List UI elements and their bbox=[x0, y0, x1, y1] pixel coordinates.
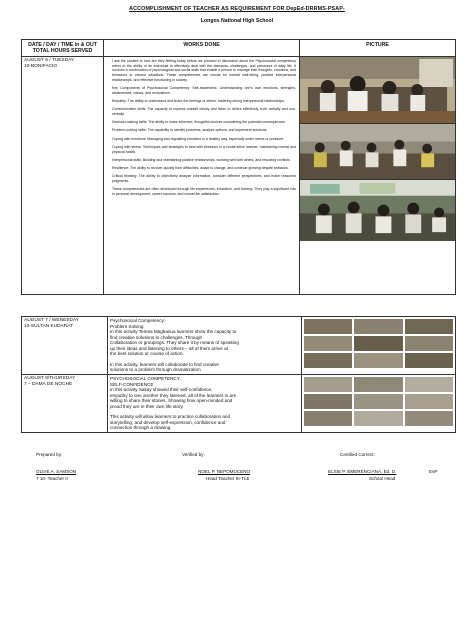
activity-text: the best solution or course of action. bbox=[110, 351, 184, 356]
works-done-cell bbox=[104, 57, 300, 295]
header-picture: PICTURE bbox=[300, 40, 456, 57]
collage-photo bbox=[354, 394, 402, 409]
activity-text: Collaboration or groupings. They share it by means of speaking bbox=[110, 340, 239, 345]
certified-by-name: ELSIE P. EMERENCIANA, Ed. D. bbox=[328, 469, 397, 474]
picture-cell bbox=[302, 317, 456, 375]
works-done-cell bbox=[108, 375, 302, 433]
accomplishment-table-continued bbox=[21, 316, 456, 433]
verified-by-role: Head Teacher III-TLE bbox=[206, 476, 250, 481]
section-line: 7 – DAMA DE NOCHE bbox=[24, 381, 73, 387]
section-line: 10-BONIFACIO bbox=[24, 63, 58, 69]
document-title: ACCOMPLISHMENT OF TEACHER AS REQUIREMENT FOR DepEd-DRRMS-PSAP- bbox=[129, 6, 345, 12]
competency-title: SELF-CONFIDENCE bbox=[110, 381, 154, 387]
header-works-done: WORKS DONE bbox=[104, 40, 300, 57]
picture-cell bbox=[300, 57, 456, 295]
works-paragraph: Coping with emotions: Managing and regulating emotions in a healthy way, especially under stress or pressure. bbox=[112, 136, 285, 141]
prepared-by-label: Prepared by: bbox=[36, 452, 63, 457]
collage-photo bbox=[354, 319, 402, 334]
picture-cell bbox=[302, 375, 456, 433]
verified-by-label: Verified by: bbox=[182, 452, 205, 457]
date-line: AUGUST 7 / WENESDAY bbox=[24, 318, 79, 323]
subject-tag: EsP bbox=[429, 469, 438, 474]
collage-photo bbox=[405, 394, 453, 409]
works-paragraph: Resilience: The ability to recover quickly from difficulties, adapt to change, and continue growing despite setbacks. bbox=[112, 166, 289, 170]
collage-photo bbox=[304, 411, 352, 426]
photo-collage bbox=[302, 375, 455, 428]
collage-photo bbox=[405, 377, 453, 392]
table-row bbox=[22, 375, 456, 433]
collage-photo bbox=[405, 353, 453, 368]
collage-photo bbox=[304, 336, 352, 351]
works-paragraph: Critical thinking: The ability to objectively analyze information, consider different perspectives, and make reasoned judgments. bbox=[112, 174, 296, 183]
activity-text: proud they are in their own life story. bbox=[110, 403, 184, 409]
works-paragraph: Communication skills: The capacity to express oneself clearly and listen to others effectively, both verbally and non-verbally. bbox=[112, 107, 296, 116]
works-paragraph: Key Components of Psychosocial Competency: Self-awareness: Understanding one's own emotions, strengths, weaknesses, values, and motivations. bbox=[112, 86, 296, 95]
collage-photo bbox=[354, 353, 402, 368]
collage-photo bbox=[304, 394, 352, 409]
collage-photo bbox=[354, 377, 402, 392]
collage-photo bbox=[354, 336, 402, 351]
closing-text: storytelling, and develop self-expression, confidence and bbox=[110, 419, 226, 425]
competency-label: Psychosocial Competency: bbox=[110, 318, 166, 323]
section-line: 10-SULTAN KUDARAT bbox=[24, 323, 74, 329]
works-paragraph: Problem-solving skills: The capability to identify problems, analyze options, and implement solutions. bbox=[112, 128, 268, 133]
activity-text: empathy to one another they listened, all of the learners in are bbox=[110, 392, 237, 398]
table-row bbox=[22, 57, 456, 295]
competency-title: Problem Solving bbox=[110, 323, 144, 329]
works-paragraph: I ask the student to how are they feeling today before we proceed to discussion about the Psychosocial competency refers to the ability of an individual to effectively deal with the demands, challenges, and pressures of daily life. It involves a combination of psychological and social skills that enable a person to manage their thoughts, emotions, and behaviors in various situations. These competencies are crucial for mental well-being, positive interpersonal relationships, and effective functioning in society. bbox=[112, 59, 296, 82]
accomplishment-table bbox=[21, 39, 456, 295]
closing-text: solutions to a problem through dramatization bbox=[110, 367, 201, 372]
date-cell bbox=[22, 317, 108, 375]
header-date: DATE / DAY / TIME in & OUT TOTAL HOURS SERVED bbox=[22, 40, 104, 57]
school-name: Longos National High School bbox=[200, 18, 274, 24]
prepared-by-name: OLIVE A. SAMSON bbox=[36, 469, 77, 474]
date-cell bbox=[22, 57, 104, 295]
works-paragraph: These competencies are often developed through life experiences, education, and training. They play a significant role in personal development, career success, and overall life satisfaction. bbox=[112, 187, 296, 196]
closing-text: This activity will allow learners to practice collaboration and bbox=[110, 414, 231, 419]
closing-text: connection through a drawing. bbox=[110, 425, 172, 430]
competency-label: PSYCHOSOCIAL COMPETENCY: bbox=[110, 376, 181, 381]
activity-text: willing to share their stories. Showing how open-minded and bbox=[110, 398, 233, 403]
prepared-by-role: 7 10- Teacher II bbox=[36, 476, 68, 481]
photo-collage bbox=[302, 317, 455, 370]
collage-photo bbox=[304, 377, 352, 392]
date-line: AUGUST 6 / TUESDAY bbox=[24, 58, 75, 63]
activity-text: find creative solutions to challenges. Through bbox=[110, 334, 203, 340]
activity-text: In this activity Sakay showed their self-confidence, bbox=[110, 387, 213, 392]
date-line: AUGUST 8/THURSDAY bbox=[24, 376, 76, 381]
collage-photo bbox=[405, 336, 453, 351]
works-paragraph: Coping with stress: Techniques and strategies to deal with stressors in a constructive manner, maintaining mental and physical health. bbox=[112, 144, 296, 154]
collage-photo bbox=[405, 411, 453, 426]
works-paragraph: Empathy: The ability to understand and share the feelings of others, fostering strong interpersonal relationships. bbox=[112, 99, 285, 104]
collage-photo bbox=[354, 411, 402, 426]
activity-text: up their ideas and listening to others – all of them arrive at bbox=[110, 345, 228, 351]
classroom-photo bbox=[300, 57, 455, 123]
activity-photo bbox=[300, 123, 455, 179]
table-header-row bbox=[22, 40, 456, 57]
verified-by-name: NOEL P. NEPOMUCENO bbox=[198, 469, 251, 474]
date-cell bbox=[22, 375, 108, 433]
table-row bbox=[22, 317, 456, 375]
works-paragraph: Interpersonal skills: Building and maintaining positive relationships, working well with others, and resolving conflicts. bbox=[112, 157, 291, 162]
collage-photo bbox=[304, 353, 352, 368]
closing-text: In this activity, learners will collaborate to find creative bbox=[110, 361, 219, 367]
certified-correct-label: Certified Correct: bbox=[340, 452, 375, 457]
certified-by-role: School Head bbox=[369, 476, 396, 481]
collage-photo bbox=[304, 319, 352, 334]
works-paragraph: Decision-making skills: The ability to make informed, thoughtful choices considering the potential consequences. bbox=[112, 120, 286, 125]
collage-photo bbox=[405, 319, 453, 334]
group-photo bbox=[300, 179, 455, 241]
works-done-cell bbox=[108, 317, 302, 375]
activity-text: In this activity Teresa Magbanua learners show the capacity to bbox=[110, 329, 237, 334]
